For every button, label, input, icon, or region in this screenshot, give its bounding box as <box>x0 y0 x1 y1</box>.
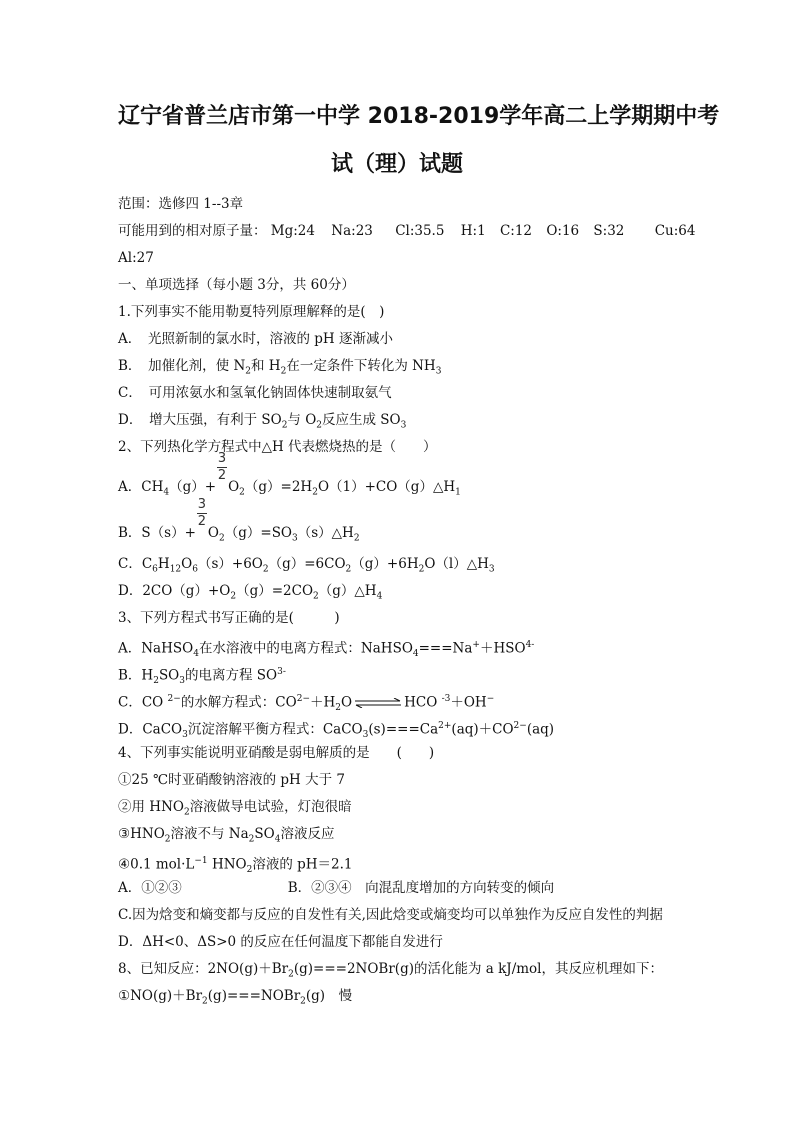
atomic-mass-line <box>118 218 696 245</box>
atomic-mass-item: C:12 <box>499 223 533 239</box>
q4-item-1: ①25 ℃时亚硝酸钠溶液的 pH 大于 7 <box>118 772 345 788</box>
q4-options <box>118 875 676 902</box>
atomic-mass-item: Cu:64 <box>654 223 696 239</box>
q2-option-a: A．$CH_4(g)+$ $\frac{3}{2}$ $O_2(g)=2H_2O(1)+CO(g)\triangle H_1$ <box>118 451 461 498</box>
document-title-line2: 试（理）试题 <box>330 152 463 177</box>
q8-item-1: $①NO(g)+Br_2(g)===NOBr_2(g)$ 慢 <box>118 988 353 1007</box>
atomic-mass-item: Mg:24 <box>270 223 315 239</box>
q2-option-c: C．$C_6H_{12}O_6(s)+6O_2(g)=6CO_2(g)+6H_2O(l)\triangle H_3$ <box>118 556 495 575</box>
q4-stem: 4、下列事实能说明亚硝酸是弱电解质的是 ( ) <box>118 745 435 761</box>
atomic-mass-item: Na:23 <box>331 223 373 239</box>
document-title-line1: 辽宁省普兰店市第一中学 2018-2019学年高二上学期期中考 <box>118 104 720 129</box>
atomic-mass-item: H:1 <box>460 223 486 239</box>
q2-stem: 2、下列热化学方程式中△H 代表燃烧热的是（ ） <box>118 439 437 455</box>
atomic-mass-item: S:32 <box>593 223 625 239</box>
atomic-mass-item: Cl:35.5 <box>395 223 445 239</box>
equilibrium-arrows-icon <box>354 698 402 708</box>
atomic-mass-label: 可能用到的相对原子量： <box>118 223 267 239</box>
q2-option-d: D．$2CO(g)+O_2(g)=2CO_2(g)\triangle H_4$ <box>118 583 383 602</box>
option-c-paragraph: C.因为焓变和熵变都与反应的自发性有关,因此焓变或熵变均可以单独作为反应自发性的判据 <box>118 907 663 923</box>
q4-item-4: ④0.1 $mol\cdot L^{-1}$ $HNO_2$溶液的 pH＝2.1 <box>118 856 353 876</box>
q8-stem: 8、已知反应：$2NO(g)+Br_2(g)===2NOBr(g)$的活化能为 a kJ/mol，其反应机理如下： <box>118 961 663 980</box>
q1-option-a: A． 光照新制的氯水时，溶液的 pH 逐渐减小 <box>118 331 393 347</box>
q2-option-b: B．S（s）+ $\frac{3}{2}$ $O_2(g)=SO_3(s)\triangle H_2$ <box>118 497 360 544</box>
q3-option-b: B．$H_2SO_3$的电离方程 $SO^{3-}$ <box>118 667 286 687</box>
q4-option-a: A．①②③ <box>118 880 182 896</box>
atomic-mass-wrap: Al:27 <box>118 250 154 266</box>
scope-line: 范围：选修四 1--3章 <box>118 196 244 212</box>
atomic-mass-item: O:16 <box>546 223 580 239</box>
q3-stem: 3、下列方程式书写正确的是( ) <box>118 610 340 626</box>
q3-option-d: D．CaCO$_3$沉淀溶解平衡方程式：$CaCO_3(s)===Ca^{2+}(aq)+CO^{2-}(aq)$ <box>118 721 555 741</box>
q4-item-3: $③HNO_2$溶液不与 $Na_2SO_4$溶液反应 <box>118 826 335 845</box>
q3-option-c: C．CO $^{2-}$的水解方程式：$CO^{2-}+H_2O$ HCO $^{-3}$＋OH− <box>118 694 495 714</box>
q3-option-a: A．NaHSO$_4$在水溶液中的电离方程式：$NaHSO_4===Na^++HSO^{4-}$ <box>118 640 535 660</box>
section-heading: 一、单项选择（每小题 3分，共 60分） <box>118 277 355 293</box>
q1-stem: 1.下列事实不能用勒夏特列原理解释的是( ) <box>118 304 385 320</box>
option-d-line: D．ΔH<0、ΔS>0 的反应在任何温度下都能自发进行 <box>118 934 443 950</box>
q4-item-2: ②用 $HNO_2$溶液做导电试验，灯泡很暗 <box>118 799 352 818</box>
q1-option-c: C． 可用浓氨水和氢氧化钠固体快速制取氨气 <box>118 385 392 401</box>
q1-option-d: D． 增大压强，有利于 $SO_2$与 $O_2$反应生成 $SO_3$ <box>118 412 407 431</box>
q4-option-b: B．②③④ 向混乱度增加的方向转变的倾向 <box>287 880 555 896</box>
q1-option-b: B． 加催化剂，使 $N_2$和 $H_2$在一定条件下转化为 $NH_3$ <box>118 358 442 377</box>
